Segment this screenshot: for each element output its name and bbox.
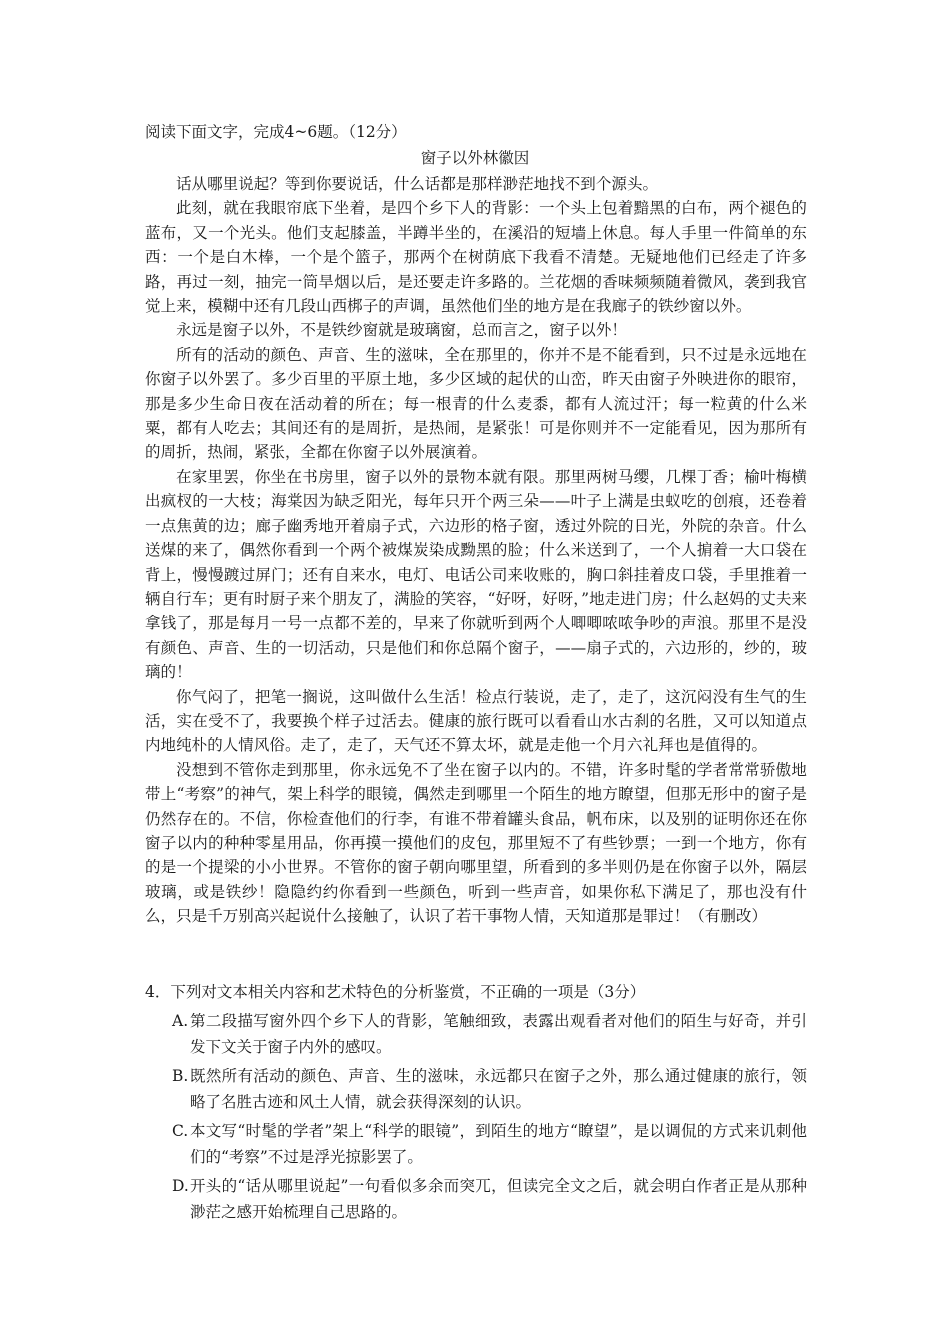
option-a [172, 1008, 807, 1061]
passage-title: 窗子以外林徽因 [420, 149, 530, 167]
question-stem: 4．下列对文本相关内容和艺术特色的分析鉴赏，不正确的一项是（3分） [145, 983, 646, 1001]
option-d [172, 1173, 807, 1226]
option-text: 既然所有活动的颜色、声音、生的滋味，永远都只在窗子之外，那么通过健康的旅行，领略了名胜古迹和风土人情，就会获得深刻的认识。 [190, 1066, 807, 1111]
option-text: 开头的“话从哪里说起”一句看似多余而突兀，但读完全文之后，就会明白作者正是从那种渺茫之感开始梳理自己思路的。 [190, 1176, 807, 1221]
reading-instruction: 阅读下面文字，完成4~6题。（12分） [145, 123, 407, 141]
passage-paragraph: 你气闷了，把笔一搁说，这叫做什么生活！检点行装说，走了，走了，这沉闷没有生气的生活，实在受不了，我要换个样子过活去。健康的旅行既可以看看山水古刹的名胜，又可以知道点内地纯朴的人情风俗。走了，走了，天气还不算太坏，就是走他一个月六礼拜也是值得的。 [145, 687, 807, 755]
passage-paragraph: 没想到不管你走到那里，你永远免不了坐在窗子以内的。不错，许多时髦的学者常常骄傲地带上“考察”的神气，架上科学的眼镜，偶然走到哪里一个陌生的地方瞭望，但那无形中的窗子是仍然存在的。不信，你检查他们的行李，有谁不带着罐头食品，帆布床，以及别的证明你还在你窗子以内的种种零星用品，你再摸一摸他们的皮包，那里短不了有些钞票；一到一个地方，你有的是一个提梁的小小世界。不管你的窗子朝向哪里望，所看到的多半则仍是在你窗子以外，隔层玻璃，或是铁纱！隐隐约约你看到一些颜色，听到一些声音，如果你私下满足了，那也没有什么，只是千万别高兴起说什么接触了，认识了若干事物人情，天知道那是罪过！（有删改） [145, 760, 807, 926]
passage-paragraph: 此刻，就在我眼帘底下坐着，是四个乡下人的背影：一个头上包着黯黑的白布，两个褪色的蓝布，又一个光头。他们支起膝盖，半蹲半坐的，在溪沿的短墙上休息。每人手里一件简单的东西：一个是白木棒，一个是个篮子，那两个在树荫底下我看不清楚。无疑地他们已经走了许多路，再过一刻，抽完一筒旱烟以后，是还要走许多路的。兰花烟的香味频频随着微风，袭到我官觉上来，模糊中还有几段山西梆子的声调，虽然他们坐的地方是在我廊子的铁纱窗以外。 [145, 199, 807, 316]
option-letter: D. [172, 1176, 189, 1195]
passage-paragraph: 所有的活动的颜色、声音、生的滋味，全在那里的，你并不是不能看到，只不过是永远地在你窗子以外罢了。多少百里的平原土地，多少区域的起伏的山峦，昨天由窗子外映进你的眼帘，那是多少生命日夜在活动着的所在；每一根青的什么麦黍，都有人流过汗；每一粒黄的什么米粟，都有人吃去；其间还有的是周折，是热闹，是紧张！可是你则并不一定能看见，因为那所有的周折，热闹，紧张，全都在你窗子以外展演着。 [145, 345, 807, 462]
option-b [172, 1063, 807, 1116]
option-letter: A. [172, 1011, 189, 1030]
option-letter: C. [172, 1121, 189, 1140]
passage-body [145, 172, 807, 929]
option-letter: B. [172, 1066, 189, 1085]
option-c [172, 1118, 807, 1171]
passage-paragraph: 永远是窗子以外，不是铁纱窗就是玻璃窗，总而言之，窗子以外！ [176, 321, 627, 340]
option-text: 第二段描写窗外四个乡下人的背影，笔触细致，表露出观看者对他们的陌生与好奇，并引发下文关于窗子内外的感叹。 [190, 1011, 807, 1056]
passage-paragraph: 在家里罢，你坐在书房里，窗子以外的景物本就有限。那里两树马缨，几棵丁香；榆叶梅横出疯杈的一大枝；海棠因为缺乏阳光，每年只开个两三朵——叶子上满是虫蚁吃的创痕，还卷着一点焦黄的边；廊子幽秀地开着扇子式，六边形的格子窗，透过外院的日光，外院的杂音。什么送煤的来了，偶然你看到一个两个被煤炭染成黝黑的脸；什么米送到了，一个人掮着一大口袋在背上，慢慢踱过屏门；还有自来水，电灯、电话公司来收账的，胸口斜挂着皮口袋，手里推着一辆自行车；更有时厨子来个朋友了，满脸的笑容，“好呀，好呀，”地走进门房；什么赵妈的丈夫来拿钱了，那是每月一号一点都不差的，早来了你就听到两个人唧唧哝哝争吵的声浪。那里不是没有颜色、声音、生的一切活动，只是他们和你总隔个窗子，——扇子式的，六边形的，纱的，玻璃的！ [145, 467, 807, 682]
option-text: 本文写“时髦的学者”架上“科学的眼镜”，到陌生的地方“瞭望”，是以调侃的方式来讥刺他们的“考察”不过是浮光掠影罢了。 [190, 1121, 807, 1166]
question-4 [145, 979, 807, 1228]
passage-paragraph: 话从哪里说起？等到你要说话，什么话都是那样渺茫地找不到个源头。 [176, 175, 659, 193]
